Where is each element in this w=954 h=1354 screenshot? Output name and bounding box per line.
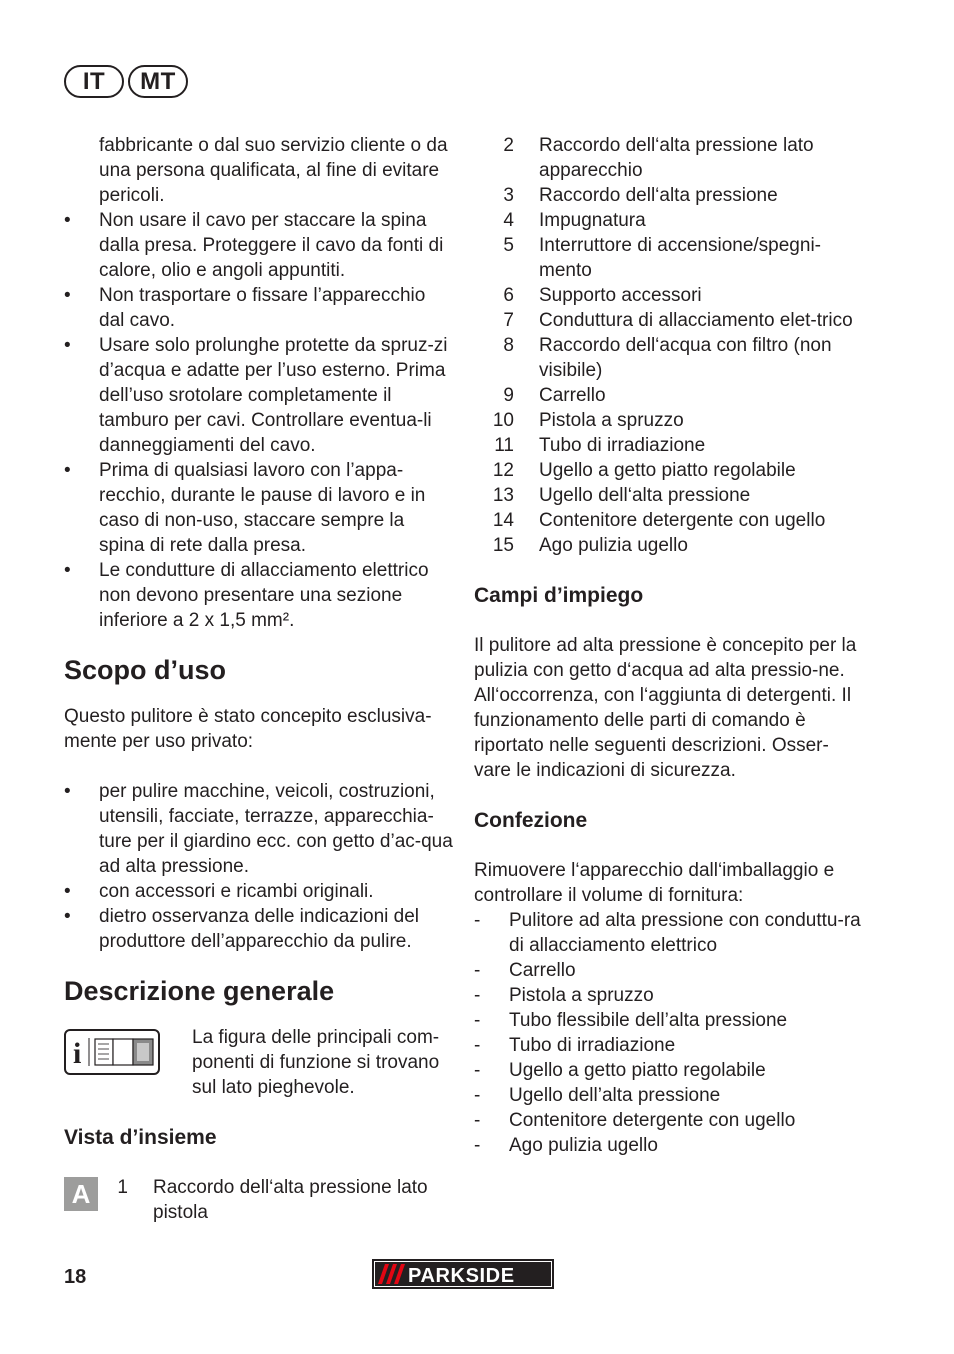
continuation-text: fabbricante o dal suo servizio cliente o da una persona qualificata, al fine di evitare pericoli. [99,135,448,206]
part-number: 3 [503,185,514,206]
part-text: Interruttore di accensione/spegni-mento [539,235,821,281]
bullet-mark: • [64,285,71,306]
item-text: Tubo flessibile dell’alta pressione [509,1010,788,1031]
info-note [64,1025,454,1100]
part-text: Tubo di irradiazione [539,435,706,456]
bullet-text: Usare solo prolunghe protette da spruz-zi d’acqua e adatte per l’uso esterno. Prima dell’uso srotolare completamente il tamburo per cavi. Controllare eventua-li danneggiamenti del cavo. [99,335,448,456]
list-item [474,908,864,958]
section-title-descrizione: Descrizione generale [64,976,335,1006]
bullet-mark: • [64,881,71,902]
part-number: 11 [494,435,514,456]
part-text: Contenitore detergente con ugello [539,510,826,531]
list-item [64,333,454,458]
bullet-text: per pulire macchine, veicoli, costruzioni, utensili, facciate, terrazze, apparecchia-ture per il giardino ecc. con getto d’ac-qua ad alta pressione. [99,781,453,877]
list-item [474,383,864,408]
list-item [474,1083,864,1108]
list-item [474,133,864,183]
lang-pill-mt: MT [128,65,188,98]
part-number: 10 [492,410,514,431]
list-item [64,208,454,283]
list-item [474,208,864,233]
part-number: 9 [503,385,514,406]
bullet-text: con accessori e ricambi originali. [99,881,374,902]
list-item [474,408,864,433]
list-item [474,1108,864,1133]
item-text: Contenitore detergente con ugello [509,1110,796,1131]
confezione-list [474,908,864,1158]
svg-text:i: i [73,1037,82,1070]
campi-text-1: Il pulitore ad alta pressione è concepito per la pulizia con getto d‘acqua ad alta pressio-ne. [474,635,857,681]
safety-bullet-list [64,208,454,633]
item-text: Pistola a spruzzo [509,985,654,1006]
info-book-svg [67,1032,157,1072]
first-part-row [64,1175,454,1225]
list-item [474,483,864,508]
list-item [64,458,454,558]
dash-mark: - [474,910,481,931]
dash-mark: - [474,1135,481,1156]
part-text: Conduttura di allacciamento elet-trico [539,310,853,331]
bullet-text: Non trasportare o fissare l’apparecchio dal cavo. [99,285,426,331]
section-title-vista: Vista d’insieme [64,1126,217,1149]
part-text: Supporto accessori [539,285,702,306]
left-column [64,133,454,1225]
list-item [474,983,864,1008]
list-item [474,508,864,533]
part-text: Ugello a getto piatto regolabile [539,460,796,481]
figure-a-badge: A [64,1177,98,1211]
section-title-campi: Campi d’impiego [474,584,644,607]
part-number: 8 [503,335,514,356]
list-item [474,233,864,283]
list-item [474,308,864,333]
part-text: Carrello [539,385,606,406]
part-number: 1 [117,1177,128,1198]
part-number: 2 [503,135,514,156]
item-text: Ugello a getto piatto regolabile [509,1060,766,1081]
bullet-mark: • [64,335,71,356]
list-item [474,433,864,458]
item-text: Tubo di irradiazione [509,1035,676,1056]
list-item [474,333,864,383]
info-book-icon [64,1029,160,1075]
part-number: 6 [503,285,514,306]
list-item [474,958,864,983]
item-text: Carrello [509,960,576,981]
section-title-scopo: Scopo d’uso [64,655,226,685]
bullet-mark: • [64,906,71,927]
part-text: Ago pulizia ugello [539,535,688,556]
list-item [474,533,864,558]
bullet-text: Non usare il cavo per staccare la spina dalla presa. Proteggere il cavo da fonti di calore, olio e angoli appuntiti. [99,210,444,281]
dash-mark: - [474,985,481,1006]
part-text: Raccordo dell‘alta pressione [539,185,778,206]
page-number: 18 [64,1266,87,1288]
part-number: 4 [503,210,514,231]
right-column [474,133,864,1158]
scopo-bullet-list [64,779,454,954]
dash-mark: - [474,1035,481,1056]
dash-mark: - [474,1060,481,1081]
bullet-text: Prima di qualsiasi lavoro con l’appa-recchio, durante le pause di lavoro e in caso di non-uso, staccare sempre la spina di rete dalla presa. [99,460,426,556]
part-text: Ugello dell‘alta pressione [539,485,751,506]
item-text: Ugello dell’alta pressione [509,1085,721,1106]
bullet-mark: • [64,460,71,481]
list-item [64,904,454,954]
bullet-mark: • [64,781,71,802]
list-item [474,458,864,483]
dash-mark: - [474,1010,481,1031]
item-text: Pulitore ad alta pressione con conduttu-ra di allacciamento elettrico [509,910,861,956]
brand-text: PARKSIDE [408,1265,515,1287]
part-text: Raccordo dell‘acqua con filtro (non visibile) [539,335,832,381]
part-number: 15 [492,535,514,556]
list-item [64,558,454,633]
list-item [474,1008,864,1033]
bullet-text: Le condutture di allacciamento elettrico non devono presentare una sezione inferiore a 2 x 1,5 mm². [99,560,429,631]
part-number: 12 [492,460,514,481]
section-title-confezione: Confezione [474,809,588,832]
language-tabs [64,65,188,98]
list-item [474,183,864,208]
parkside-logo-svg [372,1259,554,1289]
parkside-logo [372,1259,554,1296]
part-number: 13 [492,485,514,506]
list-item [474,283,864,308]
part-text: Raccordo dell‘alta pressione lato apparecchio [539,135,814,181]
list-item [64,779,454,879]
dash-mark: - [474,1085,481,1106]
part-number: 14 [492,510,514,531]
list-item [64,879,454,904]
info-text: La figura delle principali com-ponenti di funzione si trovano sul lato pieghevole. [192,1027,440,1098]
part-number: 5 [503,235,514,256]
list-item [64,283,454,333]
part-text: Impugnatura [539,210,646,231]
bullet-mark: • [64,560,71,581]
parts-list [474,133,864,558]
dash-mark: - [474,960,481,981]
lang-pill-it: IT [64,65,124,98]
part-number: 7 [503,310,514,331]
scopo-intro: Questo pulitore è stato concepito esclusiva-mente per uso privato: [64,706,432,752]
campi-text-2: All‘occorrenza, con l‘aggiunta di detergenti. Il funzionamento delle parti di comando è riportato nelle seguenti descrizioni. Osser-vare le indicazioni di sicurezza. [474,685,852,781]
list-item [474,1033,864,1058]
list-item [474,1058,864,1083]
confezione-intro: Rimuovere l‘apparecchio dall‘imballaggio e controllare il volume di fornitura: [474,860,835,906]
list-item [474,1133,864,1158]
bullet-text: dietro osservanza delle indicazioni del produttore dell’apparecchio da pulire. [99,906,420,952]
dash-mark: - [474,1110,481,1131]
part-text: Pistola a spruzzo [539,410,684,431]
part-text: Raccordo dell‘alta pressione lato pistola [153,1177,428,1223]
item-text: Ago pulizia ugello [509,1135,658,1156]
bullet-mark: • [64,210,71,231]
